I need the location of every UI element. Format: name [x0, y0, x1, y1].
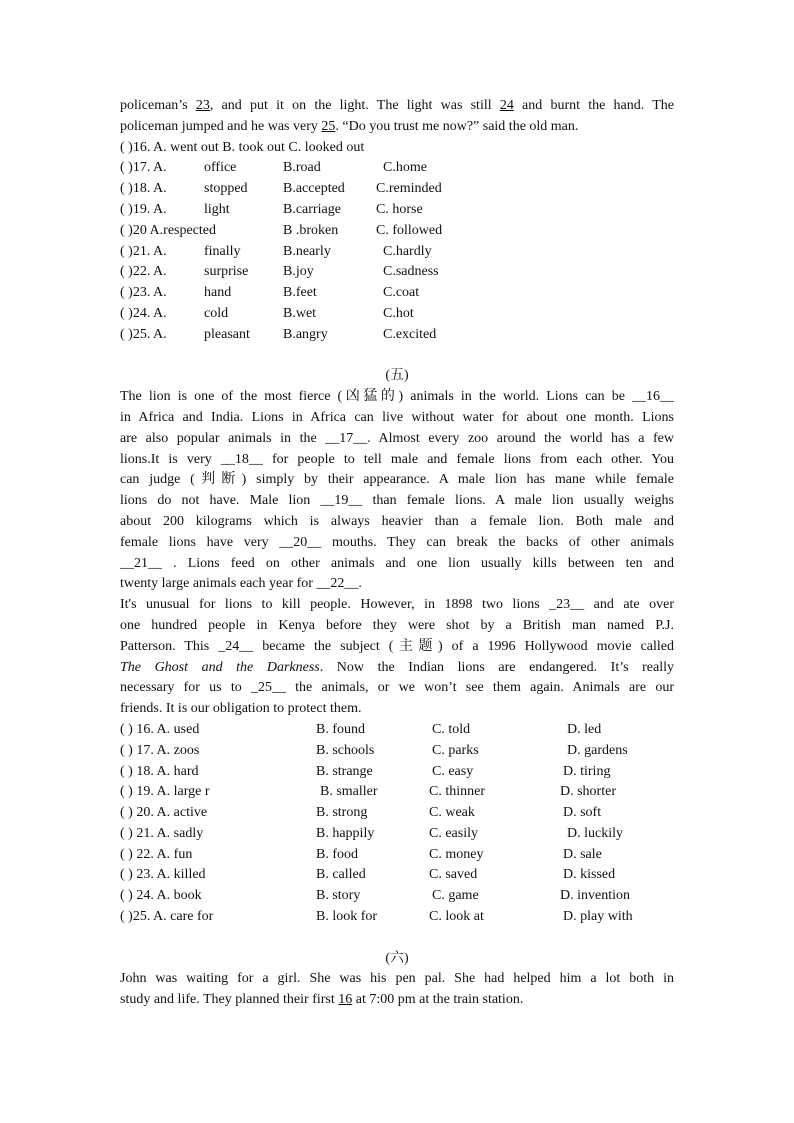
- question-number: ( )21. A.: [120, 243, 167, 259]
- question-number: ( )17. A.: [120, 160, 167, 176]
- passage-line: about 200 kilograms which is always heavier than a female lion. Both male and: [120, 513, 674, 529]
- spacer: [120, 346, 674, 367]
- passage-line: lions do not have. Male lion __19__ than female lions. A male lion usually weighs: [120, 493, 674, 509]
- question-number: ( ) 21. A. sadly: [120, 825, 204, 841]
- option-c: C. told: [432, 721, 471, 737]
- option-d: D. kissed: [563, 867, 616, 883]
- text: study and life. They planned their first: [120, 992, 339, 1008]
- option-d: D. soft: [563, 805, 602, 821]
- option-d: D. play with: [563, 909, 633, 925]
- passage-line: in Africa and India. Lions in Africa can live without water for about one month. Lions: [120, 409, 674, 425]
- question-row: [120, 886, 674, 907]
- question-number: ( )19. A.: [120, 201, 167, 217]
- passage-line: It's unusual for lions to kill people. However, in 1898 two lions _23__ and ate over: [120, 597, 674, 613]
- option-a: finally: [204, 243, 241, 259]
- option-c: C.excited: [383, 326, 437, 342]
- question-number: ( ) 16. A. used: [120, 721, 200, 737]
- option-d: D. invention: [560, 888, 630, 904]
- option-b: B.carriage: [283, 201, 341, 217]
- passage-line: [120, 658, 674, 679]
- question-16: ( )16. A. went out B. took out C. looked out: [120, 139, 365, 155]
- question-number: ( )24. A.: [120, 305, 167, 321]
- question-row: [120, 200, 674, 221]
- option-d: D. sale: [563, 846, 602, 862]
- option-b: B. called: [316, 867, 366, 883]
- option-b: B. food: [316, 846, 358, 862]
- option-c: C. weak: [429, 805, 475, 821]
- question-number: ( )25. A.: [120, 326, 167, 342]
- passage-line: necessary for us to _25__ the animals, or we won’t see them again. Animals are our: [120, 680, 674, 696]
- text: , and put it on the light. The light was still: [209, 98, 500, 113]
- passage-line: [120, 990, 674, 1011]
- question-number: ( ) 20. A. active: [120, 805, 208, 821]
- spacer: [120, 928, 674, 949]
- option-b: B. look for: [316, 909, 378, 925]
- option-b: B.angry: [283, 326, 328, 342]
- option-b: B.accepted: [283, 181, 345, 197]
- option-c: C. thinner: [429, 784, 485, 800]
- passage-line: lions.It is very __18__ for people to tell male and female lions from each other. You: [120, 451, 674, 467]
- option-b: B. strong: [316, 805, 368, 821]
- question-row: [120, 782, 674, 803]
- passage-line: can judge (判断) simply by their appearance. A male lion has mane while female: [120, 472, 674, 488]
- question-row: [120, 720, 674, 741]
- text: and burnt the hand. The: [513, 98, 674, 113]
- option-c: C.reminded: [376, 181, 442, 197]
- option-b: B.joy: [283, 264, 314, 280]
- option-b: B.nearly: [283, 243, 331, 259]
- question-number: ( )23. A.: [120, 285, 167, 301]
- text: policeman’s: [120, 98, 196, 113]
- question-row: [120, 158, 674, 179]
- question-number: ( ) 23. A. killed: [120, 867, 206, 883]
- option-b: B. strange: [316, 763, 373, 779]
- option-c: C. look at: [429, 909, 484, 925]
- text: policeman jumped and he was very: [120, 118, 322, 134]
- option-a: cold: [204, 305, 229, 321]
- question-row: [120, 179, 674, 200]
- question-number: ( )20 A.respected: [120, 222, 217, 238]
- question-row: [120, 824, 674, 845]
- option-c: C. easy: [432, 763, 474, 779]
- question-number: ( ) 17. A. zoos: [120, 742, 200, 758]
- question-number: ( ) 24. A. book: [120, 888, 202, 904]
- worksheet-page: [120, 96, 674, 1011]
- question-row: [120, 907, 674, 928]
- option-c: C.hardly: [383, 243, 432, 259]
- question-row: [120, 304, 674, 325]
- option-d: D. shorter: [560, 784, 616, 800]
- question-row: [120, 762, 674, 783]
- option-c: C. game: [432, 888, 479, 904]
- passage-line: female lions have very __20__ mouths. They can break the backs of other animals: [120, 534, 674, 550]
- passage-line: are also popular animals in the __17__. Almost every zoo around the world has a few: [120, 430, 674, 446]
- section5-passage: [120, 387, 674, 720]
- option-c: C.home: [383, 160, 427, 176]
- option-d: D. led: [567, 721, 602, 737]
- option-b: B.feet: [283, 285, 317, 301]
- option-d: D. gardens: [567, 742, 628, 758]
- question-number: ( ) 19. A. large r: [120, 784, 210, 800]
- option-c: C. money: [429, 846, 484, 862]
- option-c: C. followed: [376, 222, 443, 238]
- question-number: ( ) 18. A. hard: [120, 763, 199, 779]
- option-d: D. tiring: [563, 763, 611, 779]
- passage-line: twenty large animals each year for __22__.: [120, 576, 362, 592]
- options-list-section5: [120, 720, 674, 928]
- option-b: B. found: [316, 721, 365, 737]
- question-row: [120, 221, 674, 242]
- question-row: [120, 741, 674, 762]
- option-b: B.road: [283, 160, 321, 176]
- question-row: [120, 865, 674, 886]
- blank-16: 16: [338, 992, 353, 1008]
- question-row: [120, 262, 674, 283]
- option-b: B. story: [316, 888, 361, 904]
- blank-24: 24: [499, 98, 514, 113]
- option-b: B. happily: [316, 825, 375, 841]
- question-number: ( )22. A.: [120, 264, 167, 280]
- question-number: ( )18. A.: [120, 181, 167, 197]
- text: . “Do you trust me now?” said the old man.: [335, 118, 579, 134]
- option-c: C. horse: [376, 201, 423, 217]
- option-c: C. easily: [429, 825, 478, 841]
- option-d: D. luckily: [567, 825, 623, 841]
- option-b: B. schools: [316, 742, 375, 758]
- text: . Now the Indian lions are endangered. It’s really: [319, 659, 675, 675]
- section-heading-6: (六): [385, 950, 409, 966]
- option-c: C. parks: [432, 742, 479, 758]
- passage-line: Patterson. This _24__ became the subject (主题) of a 1996 Hollywood movie called: [120, 638, 674, 654]
- movie-title: The Ghost and the Darkness: [120, 659, 320, 675]
- option-c: C. saved: [429, 867, 478, 883]
- question-row: [120, 283, 674, 304]
- option-c: C.coat: [383, 285, 420, 301]
- question-number: ( )25. A. care for: [120, 909, 214, 925]
- options-list-passage4: [120, 158, 674, 345]
- text: at 7:00 pm at the train station.: [352, 992, 524, 1008]
- passage-line: [120, 96, 674, 117]
- option-b: B .broken: [283, 222, 339, 238]
- option-c: C.hot: [383, 305, 414, 321]
- option-b: B. smaller: [320, 784, 378, 800]
- option-a: stopped: [204, 181, 248, 197]
- question-row: [120, 803, 674, 824]
- option-b: B.wet: [283, 305, 317, 321]
- option-a: light: [204, 201, 230, 217]
- option-c: C.sadness: [383, 264, 439, 280]
- passage-line: [120, 117, 674, 138]
- question-number: ( ) 22. A. fun: [120, 846, 193, 862]
- blank-25: 25: [321, 118, 336, 134]
- question-row: [120, 242, 674, 263]
- passage-line: __21__ . Lions feed on other animals and one lion usually kills between ten and: [120, 555, 674, 571]
- blank-23: 23: [195, 98, 210, 113]
- passage-line: one hundred people in Kenya before they were shot by a British man named P.J.: [120, 617, 674, 633]
- option-a: surprise: [204, 264, 249, 280]
- passage-line: The lion is one of the most fierce (凶猛的) animals in the world. Lions can be __16__: [120, 389, 674, 405]
- question-row: [120, 845, 674, 866]
- option-a: hand: [204, 285, 232, 301]
- passage-line: friends. It is our obligation to protect them.: [120, 701, 362, 717]
- option-a: pleasant: [204, 326, 250, 342]
- section-heading-5: (五): [385, 368, 409, 384]
- question-row: [120, 325, 674, 346]
- option-a: office: [204, 160, 237, 176]
- passage-line: John was waiting for a girl. She was his pen pal. She had helped him a lot both in: [120, 971, 674, 987]
